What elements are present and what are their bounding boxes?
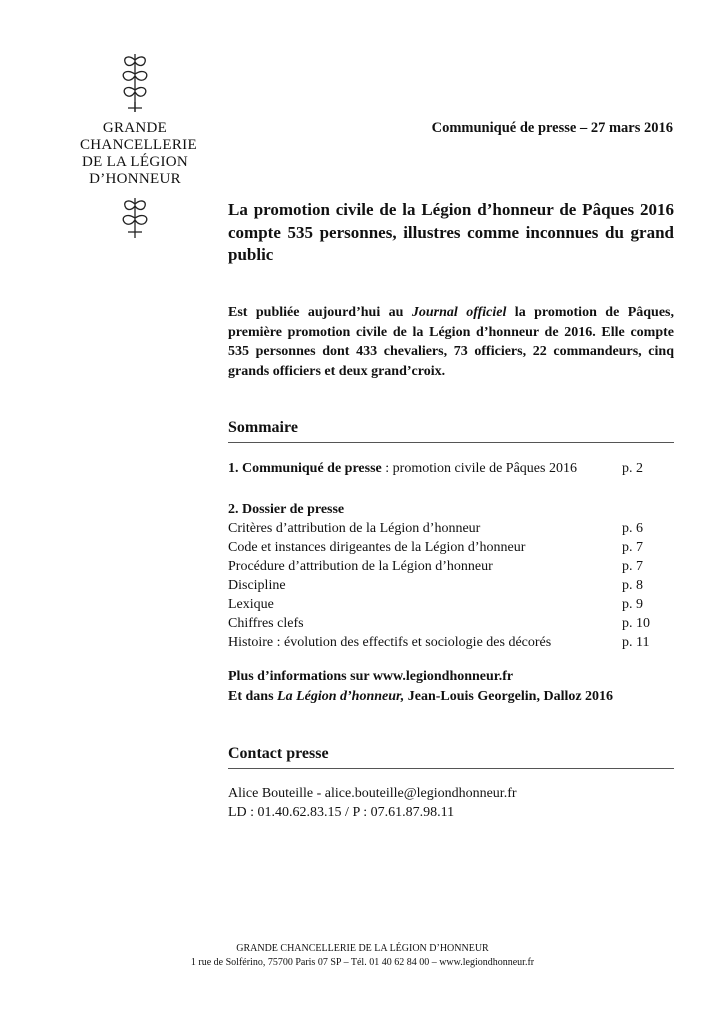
contact-email-line[interactable]: Alice Bouteille - alice.bouteille@legiondhonneur.fr: [228, 786, 517, 801]
toc-label-rest: : promotion civile de Pâques 2016: [381, 461, 577, 476]
book-title: La Légion d’honneur,: [277, 689, 405, 704]
toc-page: p. 11: [622, 635, 650, 650]
toc-item: [228, 538, 658, 557]
footer-address: 1 rue de Solférino, 75700 Paris 07 SP – Tél. 01 40 62 84 00 – www.legiondhonneur.fr: [190, 957, 535, 968]
laurel-branch-icon: [118, 52, 152, 114]
toc-page: p. 7: [622, 540, 643, 555]
logo-line: DE LA LÉGION: [81, 154, 189, 170]
laurel-branch-icon: [118, 196, 152, 240]
logo-line: GRANDE: [102, 120, 168, 136]
more-info: [228, 667, 613, 707]
page-footer: [0, 942, 725, 970]
contact-details: [228, 784, 517, 822]
book-reference: [228, 687, 613, 707]
press-release-title: La promotion civile de la Légion d’honneur de Pâques 2016 compte 535 personnes, illustres comme inconnues du grand public: [228, 200, 674, 264]
toc-page: p. 8: [622, 578, 643, 593]
footer-institution: GRANDE CHANCELLERIE DE LA LÉGION D’HONNEUR: [236, 943, 489, 954]
toc-item: [228, 633, 658, 652]
press-release-date: Communiqué de presse – 27 mars 2016: [431, 120, 673, 136]
toc-label: Code et instances dirigeantes de la Légion d’honneur: [228, 540, 526, 555]
toc-item: [228, 614, 658, 633]
toc-label: Critères d’attribution de la Légion d’honneur: [228, 521, 481, 536]
toc-page: p. 2: [622, 461, 643, 476]
table-of-contents: [228, 459, 658, 652]
toc-label: Discipline: [228, 578, 286, 593]
toc-label: Lexique: [228, 597, 274, 612]
contact-heading: Contact presse: [228, 745, 674, 769]
toc-item: [228, 576, 658, 595]
toc-label: [228, 461, 577, 476]
intro-text: Est publiée aujourd’hui au: [228, 305, 412, 320]
toc-item: [228, 557, 658, 576]
institution-logo: [80, 52, 197, 240]
toc-page: p. 10: [622, 616, 650, 631]
toc-label: Histoire : évolution des effectifs et sociologie des décorés: [228, 635, 552, 650]
dossier-heading: 2. Dossier de presse: [228, 502, 345, 517]
toc-page: p. 6: [622, 521, 643, 536]
toc-label: Procédure d’attribution de la Légion d’honneur: [228, 559, 493, 574]
toc-page: p. 7: [622, 559, 643, 574]
intro-paragraph: [228, 303, 674, 381]
book-reference-prefix: Et dans: [228, 689, 278, 704]
toc-item: [228, 519, 658, 538]
journal-title: Journal officiel: [411, 305, 507, 320]
logo-line: CHANCELLERIE: [80, 137, 197, 153]
toc-item: [228, 595, 658, 614]
toc-page: p. 9: [622, 597, 643, 612]
toc-label-bold: 1. Communiqué de presse: [228, 461, 382, 476]
logo-line: D’HONNEUR: [89, 171, 181, 187]
intro-text: la promotion de Pâques, première promotion civile de la Légion d’honneur de 2016. Elle compte 535 personnes dont 433 chevaliers, 73 officiers, 22 commandeurs, cinq grands officiers et deux grand’croix.: [228, 305, 674, 379]
sommaire-heading: Sommaire: [228, 419, 674, 443]
website-link[interactable]: Plus d’informations sur www.legiondhonneur.fr: [228, 669, 514, 684]
contact-phone-line: LD : 01.40.62.83.15 / P : 07.61.87.98.11: [228, 805, 455, 820]
toc-label: Chiffres clefs: [228, 616, 304, 631]
book-reference-author: Jean-Louis Georgelin, Dalloz 2016: [404, 689, 614, 704]
toc-item: [228, 459, 658, 478]
